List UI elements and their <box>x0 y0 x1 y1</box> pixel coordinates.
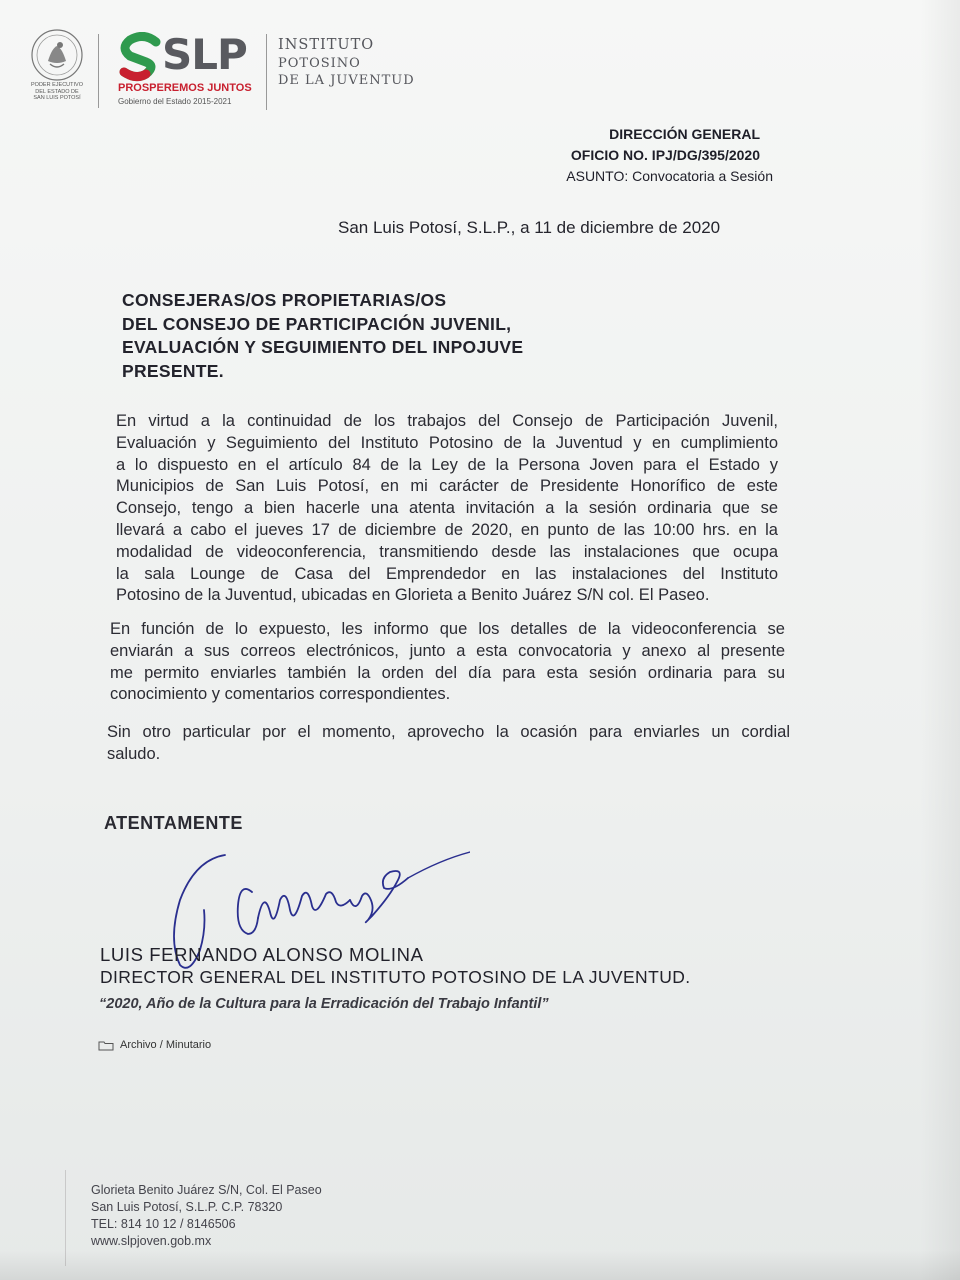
header-divider <box>98 34 99 108</box>
addressee: CONSEJERAS/OS PROPIETARIAS/OS DEL CONSEJO DE PARTICIPACIÓN JUVENIL, EVALUACIÓN Y SEGUIMIENTO DEL INPOJUVE PRESENTE. <box>122 290 524 381</box>
footer-phone: TEL: 814 10 12 / 8146506 <box>91 1217 236 1231</box>
institute-name: INSTITUTO POTOSINO DE LA JUVENTUD <box>278 37 415 88</box>
footer-address: Glorieta Benito Juárez S/N, Col. El Paseo <box>91 1183 322 1197</box>
page-shadow-bottom <box>0 1250 960 1280</box>
slp-logo <box>116 30 266 110</box>
coat-of-arms-caption: PODER EJECUTIVO DEL ESTADO DE SAN LUIS POTOSÍ <box>31 82 83 101</box>
footer-contact <box>91 1182 322 1250</box>
letter-date: San Luis Potosí, S.L.P., a 11 de diciembre de 2020 <box>338 218 721 237</box>
signer-name: LUIS FERNANDO ALONSO MOLINA <box>100 944 424 965</box>
footer-website: www.slpjoven.gob.mx <box>91 1234 212 1248</box>
slogan: PROSPEREMOS JUNTOS <box>118 82 252 94</box>
footer-city: San Luis Potosí, S.L.P. C.P. 78320 <box>91 1200 283 1214</box>
year-motto: “2020, Año de la Cultura para la Erradicación del Trabajo Infantil” <box>99 996 549 1012</box>
folder-icon <box>98 1040 114 1051</box>
office-department: DIRECCIÓN GENERAL <box>609 126 760 142</box>
closing-salutation: ATENTAMENTE <box>104 813 243 833</box>
office-subject: ASUNTO: Convocatoria a Sesión <box>566 168 773 184</box>
coat-of-arms-icon <box>30 28 84 82</box>
government-period: Gobierno del Estado 2015-2021 <box>118 97 232 106</box>
body-paragraph-1: En virtud a la continuidad de los trabajos del Consejo de Participación Juvenil, Evaluación y Seguimiento del Instituto Potosino de la Juventud y en cumplimiento a lo dispuesto en el artículo 84 de la Ley de la Persona Joven para el Estado y Municipios de San Luis Potosí, en mi carácter de Presidente Honorífico de este Consejo, tengo a bien hacerle una atenta invitación a la sesión ordinaria que se llevará a cabo el jueves 17 de diciembre de 2020, en punto de las 10:00 hrs. en la modalidad de videoconferencia, transmitiendo desde las instalaciones que ocupa la sala Lounge de Casa del Emprendedor en las instalaciones del Instituto Potosino de la Juventud, ubicadas en Glorieta a Benito Juárez S/N col. El Paseo. <box>116 412 778 605</box>
body-paragraph-3: Sin otro particular por el momento, aprovecho la ocasión para enviarles un cordial saludo. <box>107 723 790 763</box>
archive-note: Archivo / Minutario <box>98 1039 211 1051</box>
signer-title: DIRECTOR GENERAL DEL INSTITUTO POTOSINO DE LA JUVENTUD. <box>100 967 691 987</box>
office-number: OFICIO NO. IPJ/DG/395/2020 <box>570 147 760 163</box>
body-paragraph-2: En función de lo expuesto, les informo que los detalles de la videoconferencia se enviarán a sus correos electrónicos, junto a esta convocatoria y anexo al presente me permito enviarles también la orden del día para esta sesión ordinaria para su conocimiento y comentarios correspondientes. <box>110 620 785 704</box>
slp-swirl-icon <box>116 32 166 82</box>
page-shadow-right <box>920 0 960 1280</box>
header-divider-2 <box>266 34 267 110</box>
slp-wordmark: SLP <box>162 30 247 79</box>
state-coat-of-arms <box>22 26 92 110</box>
